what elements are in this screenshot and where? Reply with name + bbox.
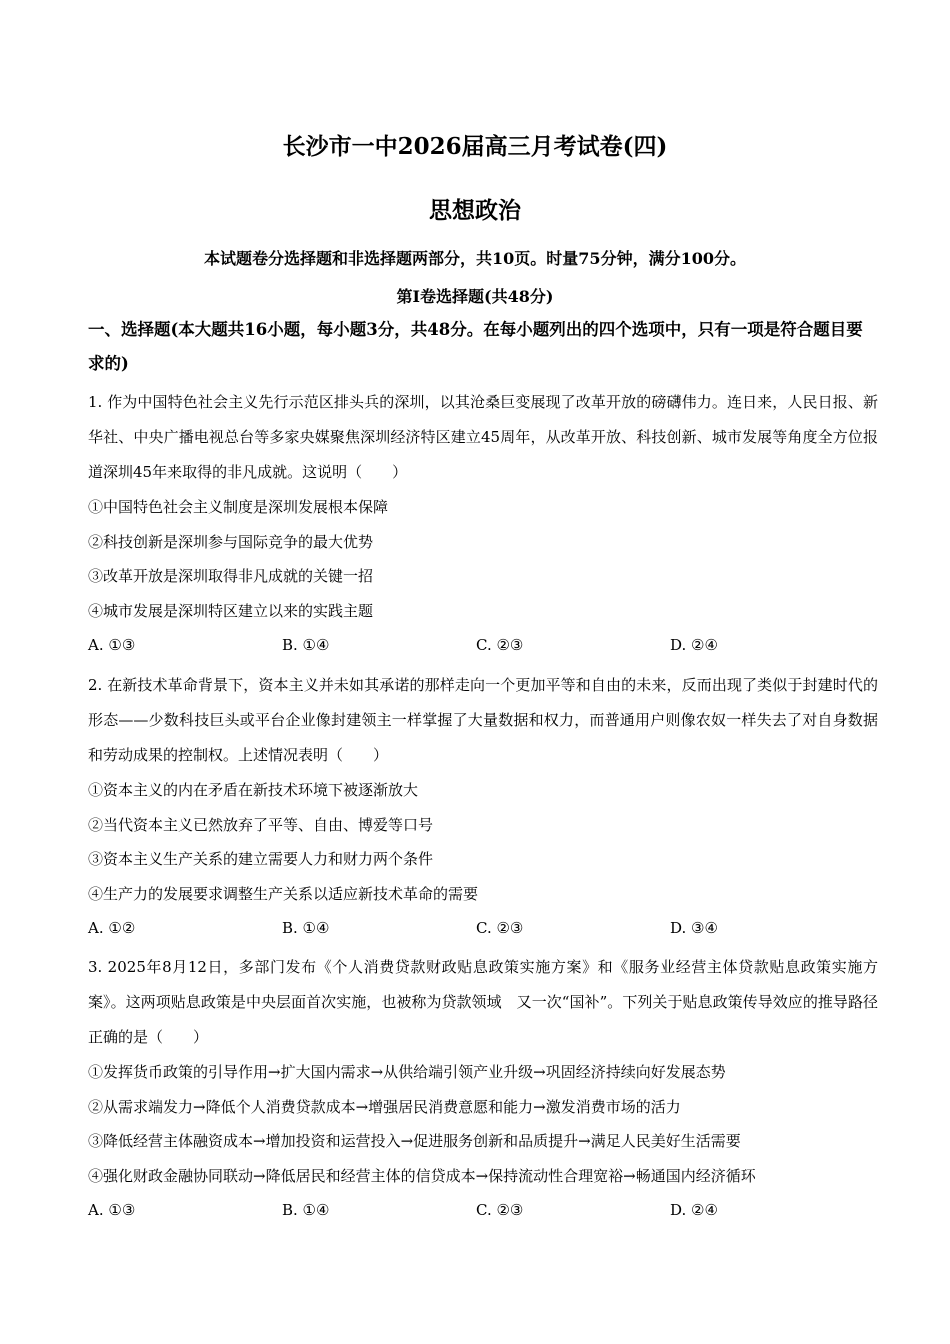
statement-option: ②当代资本主义已然放弃了平等、自由、博爱等口号 <box>88 815 434 834</box>
choice-d[interactable]: D. ②④ <box>670 1201 718 1219</box>
statement-option: ②科技创新是深圳参与国际竞争的最大优势 <box>88 532 374 551</box>
section-heading: 一、选择题(本大题共16小题，每小题3分，共48分。在每小题列出的四个选项中，只有一项是符合题目要求的) <box>88 320 863 373</box>
choice-b[interactable]: B. ①④ <box>282 636 330 654</box>
exam-instructions: 本试题卷分选择题和非选择题两部分，共10页。时量75分钟，满分100分。 <box>204 249 746 268</box>
statement-option: ①中国特色社会主义制度是深圳发展根本保障 <box>88 498 389 516</box>
choice-a[interactable]: A. ①② <box>88 919 136 937</box>
answer-choices <box>88 911 878 945</box>
exam-title: 长沙市一中2026届高三月考试卷(四) <box>282 133 668 160</box>
question-1 <box>88 385 878 662</box>
choice-d[interactable]: D. ②④ <box>670 636 718 654</box>
question-3 <box>88 950 878 1227</box>
part-title: 第Ⅰ卷选择题(共48分) <box>396 287 554 306</box>
choice-a[interactable]: A. ①③ <box>88 1201 136 1219</box>
statement-option: ①发挥货币政策的引导作用→扩大国内需求→从供给端引领产业升级→巩固经济持续向好发展态势 <box>88 1063 726 1081</box>
statement-option: ④生产力的发展要求调整生产关系以适应新技术革命的需要 <box>88 884 479 903</box>
choice-a[interactable]: A. ①③ <box>88 636 136 654</box>
choice-c[interactable]: C. ②③ <box>476 1201 524 1219</box>
statement-option: ③资本主义生产关系的建立需要人力和财力两个条件 <box>88 850 434 868</box>
question-stem: 2. 在新技术革命背景下，资本主义并未如其承诺的那样走向一个更加平等和自由的未来，反而出现了类似于封建时代的形态——少数科技巨头或平台企业像封建领主一样掌握了大量数据和权力，而普通用户则像农奴一样失去了对自身数据和劳动成果的控制权。上述情况表明（ ） <box>88 676 878 764</box>
statement-option: ④强化财政金融协同联动→降低居民和经营主体的信贷成本→保持流动性合理宽裕→畅通国内经济循环 <box>88 1166 756 1185</box>
statement-option: ③降低经营主体融资成本→增加投资和运营投入→促进服务创新和品质提升→满足人民美好生活需要 <box>88 1132 741 1150</box>
choice-c[interactable]: C. ②③ <box>476 919 524 937</box>
statement-option: ②从需求端发力→降低个人消费贷款成本→增强居民消费意愿和能力→激发消费市场的活力 <box>88 1097 681 1116</box>
choice-d[interactable]: D. ③④ <box>670 919 718 937</box>
answer-choices <box>88 628 878 662</box>
statement-option: ③改革开放是深圳取得非凡成就的关键一招 <box>88 567 374 585</box>
question-stem: 1. 作为中国特色社会主义先行示范区排头兵的深圳，以其沧桑巨变展现了改革开放的磅礴伟力。连日来，人民日报、新华社、中央广播电视总台等多家央媒聚焦深圳经济特区建立45周年，从改革开放、科技创新、城市发展等角度全方位报道深圳45年来取得的非凡成就。这说明（ ） <box>88 393 878 481</box>
subject-title: 思想政治 <box>429 197 521 224</box>
answer-choices <box>88 1193 878 1227</box>
choice-b[interactable]: B. ①④ <box>282 919 330 937</box>
choice-b[interactable]: B. ①④ <box>282 1201 330 1219</box>
question-stem: 3. 2025年8月12日，多部门发布《个人消费贷款财政贴息政策实施方案》和《服务业经营主体贷款贴息政策实施方案》。这两项贴息政策是中央层面首次实施，也被称为贷款领域 又一次“国补”。下列关于贴息政策传导效应的推导路径正确的是（ ） <box>88 958 878 1046</box>
question-2 <box>88 668 878 945</box>
statement-option: ④城市发展是深圳特区建立以来的实践主题 <box>88 601 374 620</box>
statement-option: ①资本主义的内在矛盾在新技术环境下被逐渐放大 <box>88 781 419 799</box>
choice-c[interactable]: C. ②③ <box>476 636 524 654</box>
